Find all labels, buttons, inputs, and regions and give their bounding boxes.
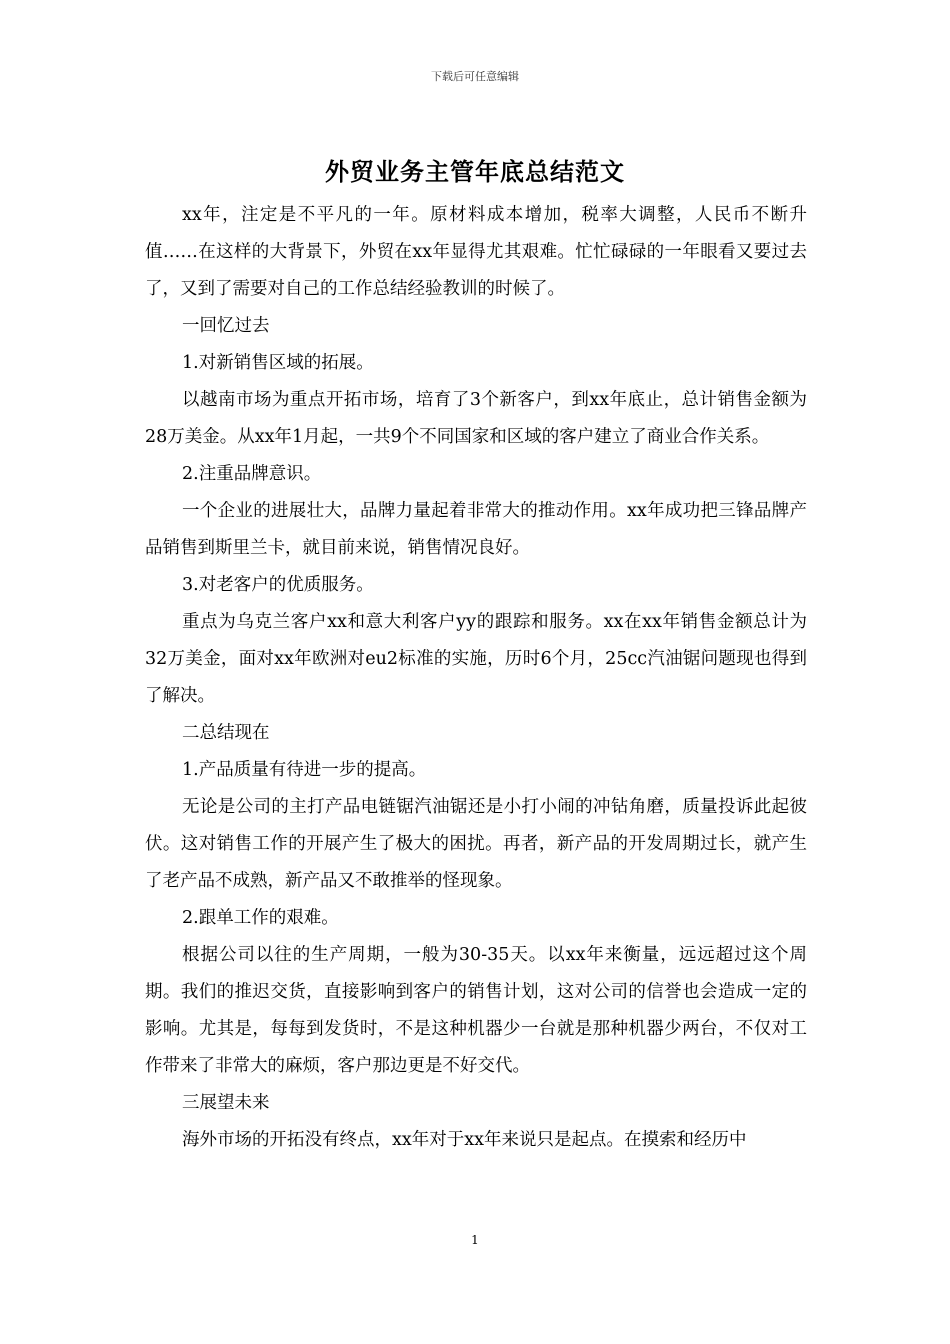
section-heading: 二总结现在 xyxy=(182,723,270,743)
paragraph: 海外市场的开拓没有终点，xx年对于xx年来说只是起点。在摸索和经历中 xyxy=(182,1130,747,1150)
paragraph: xx年，注定是不平凡的一年。原材料成本增加，税率大调整，人民币不断升值……在这样的大背景下，外贸在xx年显得尤其艰难。忙忙碌碌的一年眼看又要过去了，又到了需要对自己的工作总结经验教训的时候了。 xyxy=(145,205,807,299)
subsection-heading: 1.对新销售区域的拓展。 xyxy=(182,353,374,373)
document-title: 外贸业务主管年底总结范文 xyxy=(325,157,625,186)
subsection-heading: 3.对老客户的优质服务。 xyxy=(182,575,374,595)
header-note: 下载后可任意编辑 xyxy=(431,70,519,83)
section-heading: 三展望未来 xyxy=(182,1093,270,1113)
page-number: 1 xyxy=(471,1233,479,1247)
paragraph: 无论是公司的主打产品电链锯汽油锯还是小打小闹的冲钻角磨，质量投诉此起彼伏。这对销售工作的开展产生了极大的困扰。再者，新产品的开发周期过长，就产生了老产品不成熟，新产品又不敢推举的怪现象。 xyxy=(145,797,807,891)
paragraph: 重点为乌克兰客户xx和意大利客户yy的跟踪和服务。xx在xx年销售金额总计为32万美金，面对xx年欧洲对eu2标准的实施，历时6个月，25cc汽油锯问题现也得到了解决。 xyxy=(145,612,807,706)
document-body xyxy=(145,197,807,1159)
section-heading: 一回忆过去 xyxy=(182,316,270,336)
subsection-heading: 2.跟单工作的艰难。 xyxy=(182,908,339,928)
paragraph: 以越南市场为重点开拓市场，培育了3个新客户，到xx年底止，总计销售金额为28万美金。从xx年1月起，一共9个不同国家和区域的客户建立了商业合作关系。 xyxy=(145,390,807,447)
paragraph: 根据公司以往的生产周期，一般为30-35天。以xx年来衡量，远远超过这个周期。我们的推迟交货，直接影响到客户的销售计划，这对公司的信誉也会造成一定的影响。尤其是，每每到发货时，不是这种机器少一台就是那种机器少两台，不仅对工作带来了非常大的麻烦，客户那边更是不好交代。 xyxy=(145,945,807,1076)
subsection-heading: 2.注重品牌意识。 xyxy=(182,464,322,484)
paragraph: 一个企业的进展壮大，品牌力量起着非常大的推动作用。xx年成功把三锋品牌产品销售到斯里兰卡，就目前来说，销售情况良好。 xyxy=(145,501,807,558)
subsection-heading: 1.产品质量有待进一步的提高。 xyxy=(182,760,427,780)
